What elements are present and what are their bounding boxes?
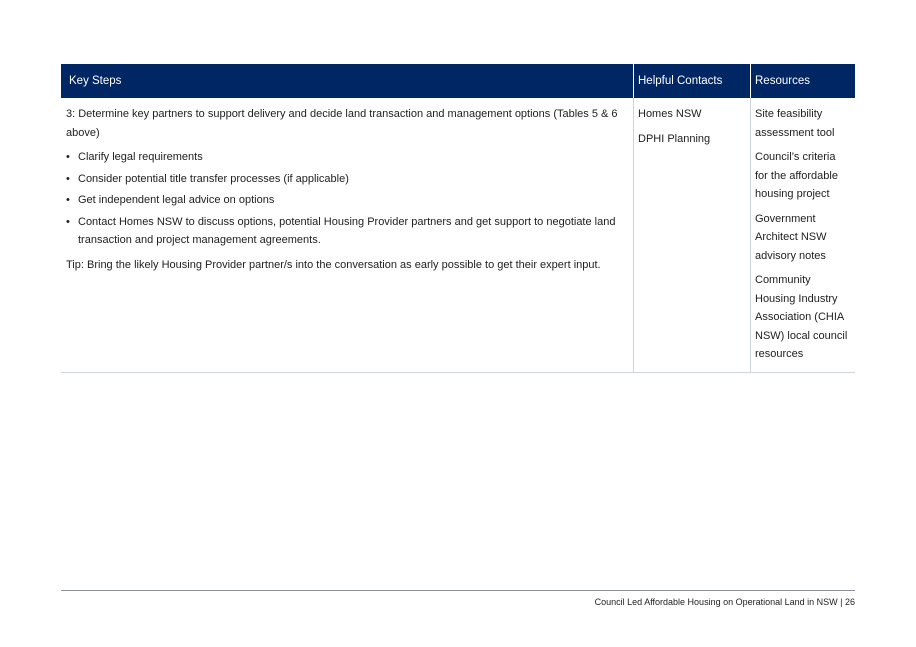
step-list	[66, 148, 629, 250]
contact-dphi-planning: DPHI Planning	[638, 132, 711, 145]
bullet-icon: •	[66, 151, 70, 163]
resources-cell	[750, 98, 855, 372]
key-steps-table	[61, 64, 855, 373]
header-key-steps: Key Steps	[69, 75, 122, 87]
step-heading: 3: Determine key partners to support delivery and decide land transaction and management options (Tables 5 & 6 above)	[66, 108, 618, 139]
resource-chia-nsw: Community Housing Industry Association (CHIA NSW) local council resources	[755, 274, 848, 360]
bullet-icon: •	[66, 194, 70, 206]
page-footer: Council Led Affordable Housing on Operational Land in NSW | 26	[594, 597, 855, 607]
footer-divider	[61, 590, 855, 591]
list-item: • Get independent legal advice on options	[66, 191, 629, 210]
contacts-cell	[633, 98, 750, 372]
tip-paragraph	[66, 256, 629, 275]
header-resources: Resources	[750, 64, 855, 98]
table-header	[61, 64, 855, 98]
table-row	[61, 98, 855, 372]
list-item: • Consider potential title transfer processes (if applicable)	[66, 170, 629, 189]
bullet-icon: •	[66, 172, 70, 185]
list-item: • Contact Homes NSW to discuss options, potential Housing Provider partners and get support to negotiate land transaction and project management agreements.	[66, 213, 629, 250]
key-steps-cell	[61, 98, 633, 372]
tip-label: Tip:	[66, 258, 84, 271]
contact-homes-nsw: Homes NSW	[638, 108, 702, 120]
resource-council-criteria: Council’s criteria for the affordable housing project	[755, 151, 838, 200]
bullet-icon: •	[66, 215, 70, 228]
header-helpful-contacts: Helpful Contacts	[633, 64, 750, 98]
list-item: • Clarify legal requirements	[66, 148, 629, 167]
resource-site-feasibility: Site feasibility assessment tool	[755, 108, 835, 139]
resource-government-architect: Government Architect NSW advisory notes	[755, 212, 827, 262]
tip-text: Bring the likely Housing Provider partner/s into the conversation as early possible to get their expert input.	[83, 258, 601, 271]
